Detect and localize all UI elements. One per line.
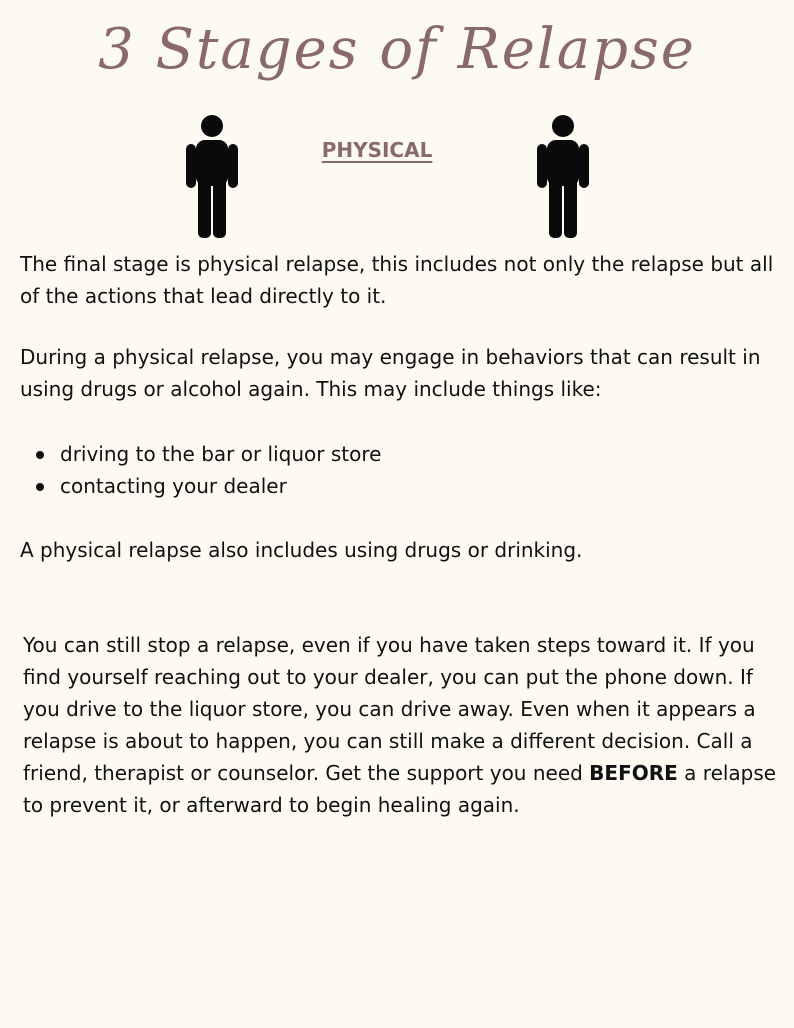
list-item bbox=[20, 438, 760, 470]
person-icon bbox=[535, 114, 591, 238]
behaviors-paragraph: During a physical relapse, you may engage in behaviors that can result in using drugs or alcohol again. This may include things like: bbox=[20, 345, 761, 401]
includes-paragraph: A physical relapse also includes using drugs or drinking. bbox=[20, 538, 583, 562]
stage-heading: PHYSICAL bbox=[321, 138, 433, 162]
bullet-icon bbox=[36, 483, 44, 491]
bullet-list bbox=[20, 438, 760, 502]
list-item bbox=[20, 470, 760, 502]
advice-paragraph bbox=[23, 629, 783, 821]
advice-emphasis: BEFORE bbox=[589, 761, 678, 785]
list-item-text: contacting your dealer bbox=[60, 474, 287, 498]
intro-paragraph: The final stage is physical relapse, this includes not only the relapse but all of the actions that lead directly to it. bbox=[20, 252, 774, 308]
page-title: 3 Stages of Relapse bbox=[98, 17, 696, 82]
bullet-icon bbox=[36, 451, 44, 459]
list-item-text: driving to the bar or liquor store bbox=[60, 442, 382, 466]
person-icon bbox=[184, 114, 240, 238]
advice-text-start: You can still stop a relapse, even if you have taken steps toward it. If you find yourself reaching out to your dealer, you can put the phone down. If you drive to the liquor store, you can drive away. Even when it appears a relapse is about to happen, you can still make a different decision. Call a friend, therapist or counselor. Get the support you need bbox=[23, 633, 756, 785]
advice-text-end: a relapse to prevent it, or afterward to begin healing again. bbox=[23, 761, 777, 817]
